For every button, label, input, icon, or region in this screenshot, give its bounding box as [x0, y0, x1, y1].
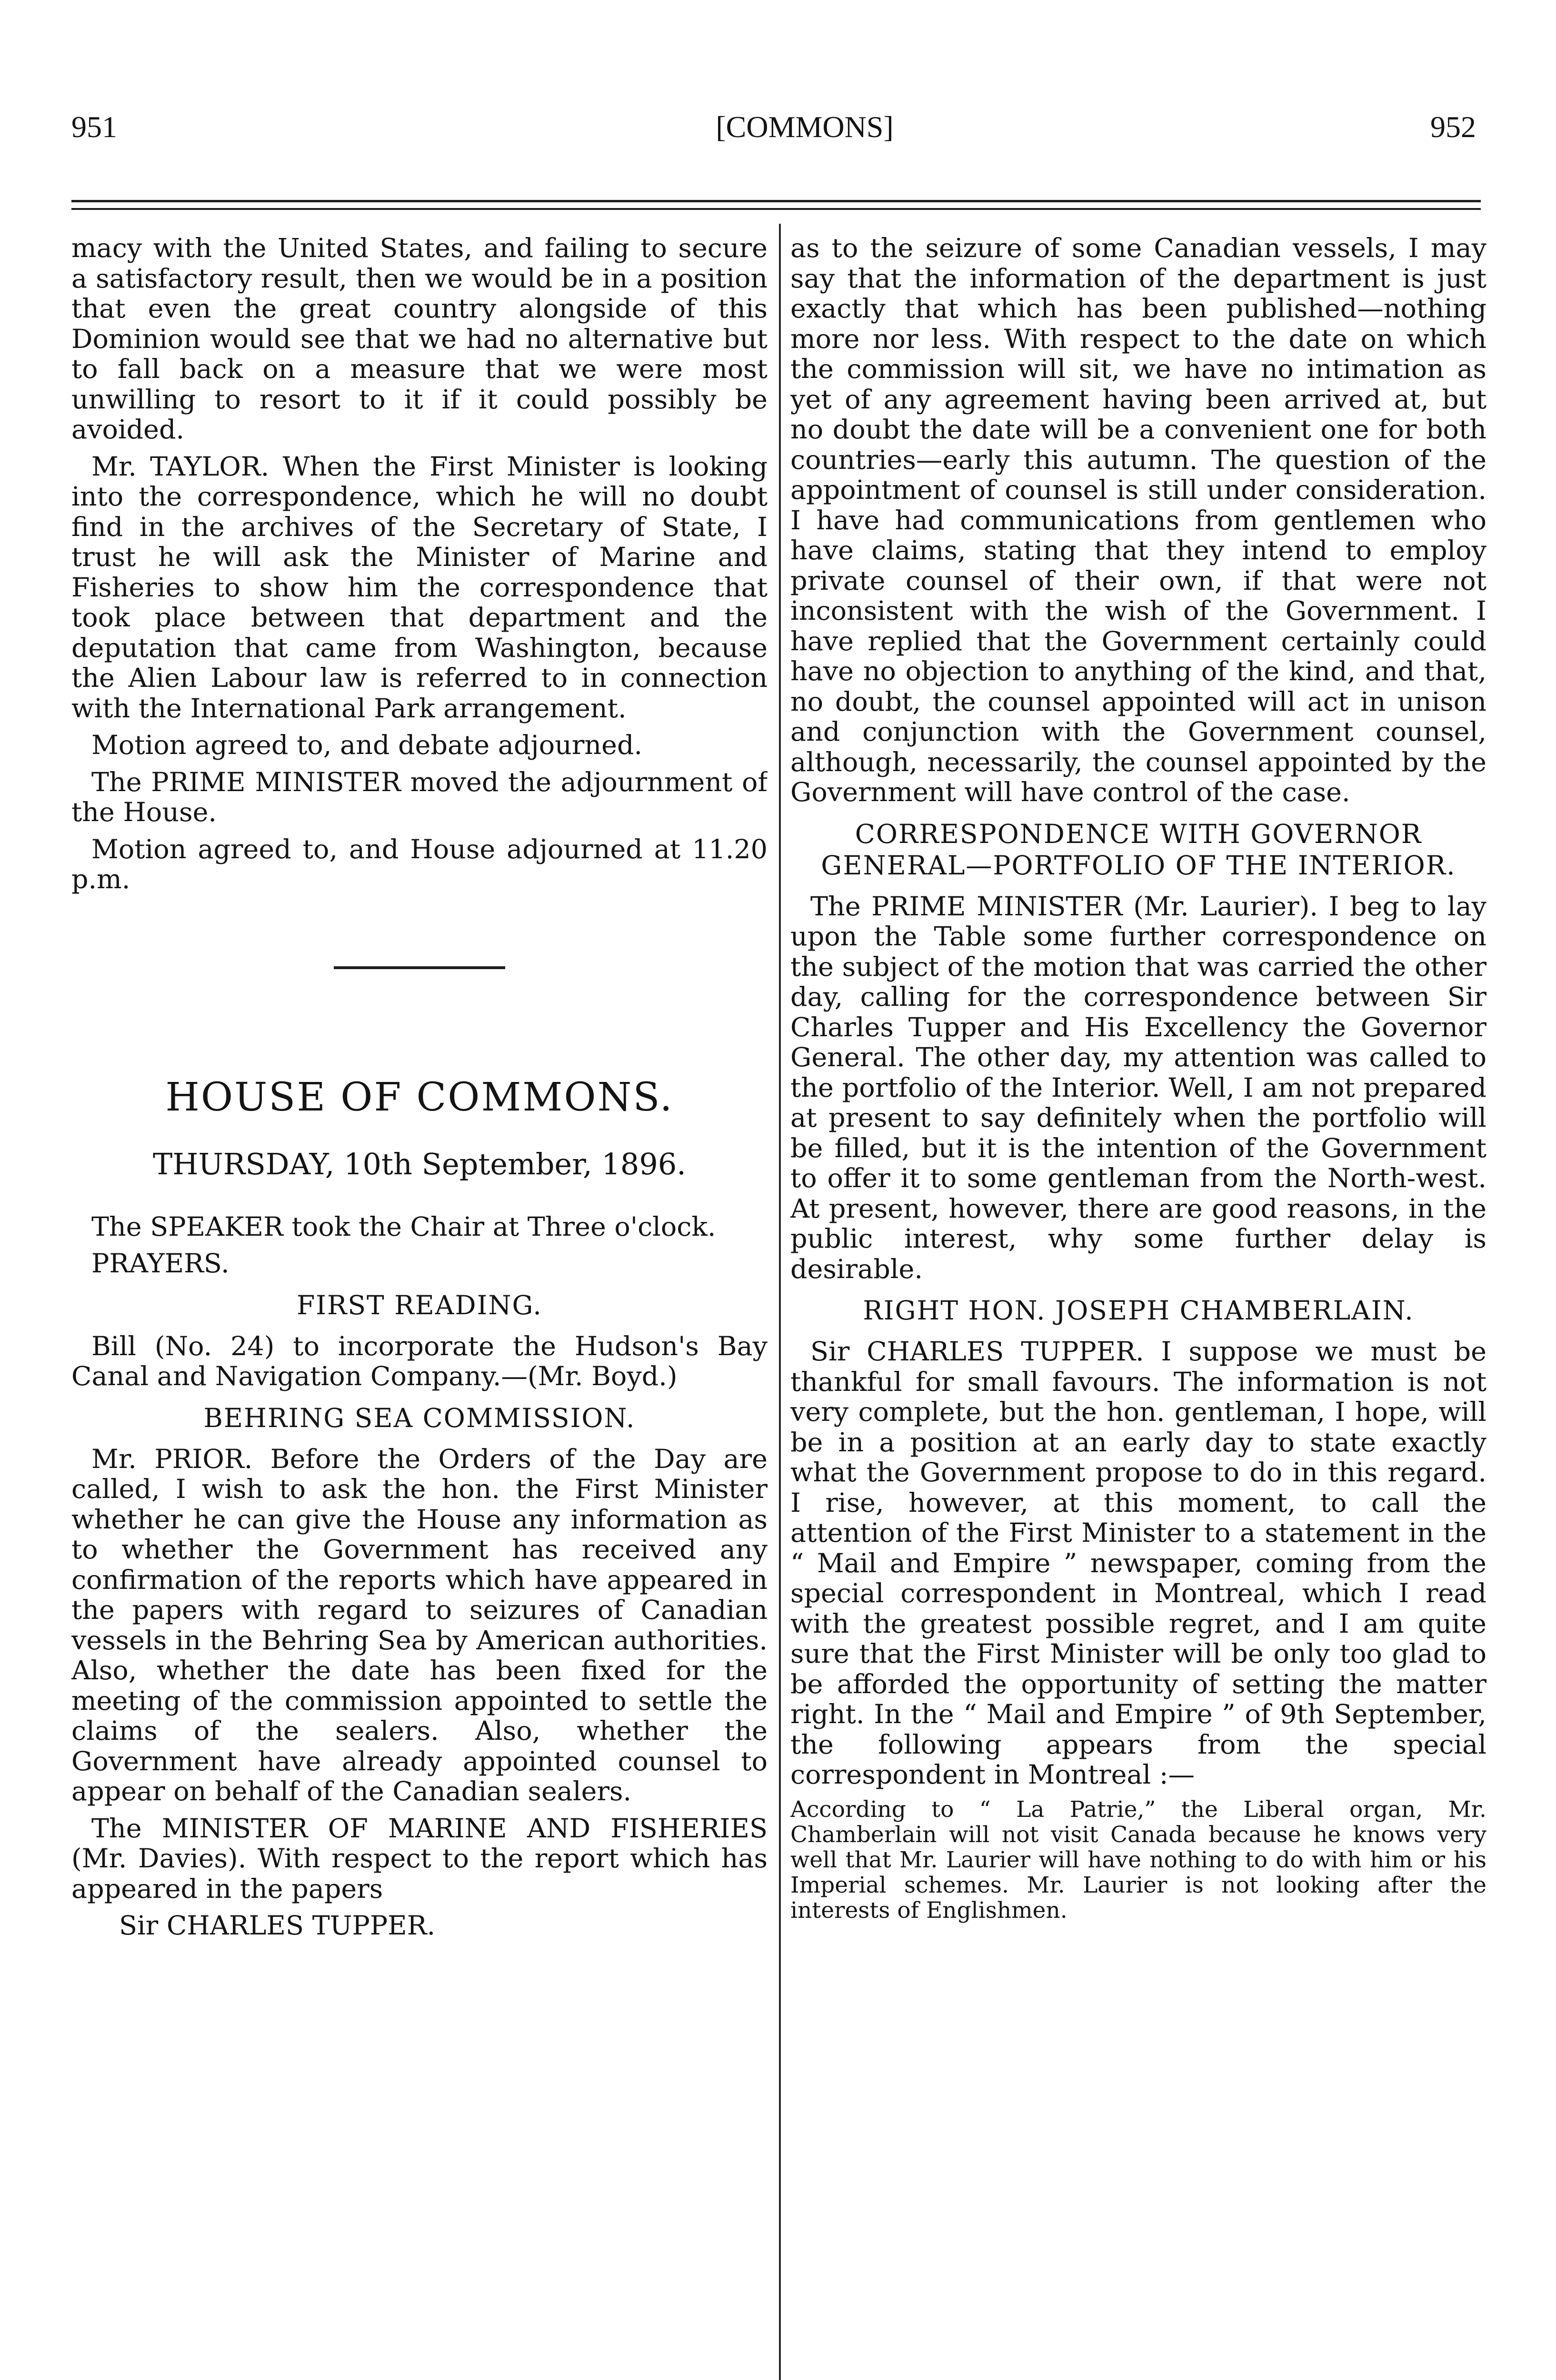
paragraph: The PRIME MINISTER (Mr. Laurier). I beg to lay upon the Table some further correspondence on the subject of the motion that was carried the other day, calling for the correspondence between Sir Charles Tupper and His Excellency the Governor General. The other day, my attention was called to the portfolio of the Interior. Well, I am not prepared at present to say definitely when the portfolio will be filled, but it is the intention of the Government to offer it to some gentleman from the North-west. At present, however, there are good reasons, in the public interest, why some further delay is desirable.: [790, 891, 1486, 1285]
paragraph: Motion agreed to, and debate adjourned.: [91, 730, 643, 761]
section-heading: FIRST READING.: [297, 1289, 542, 1320]
page-number-right: 952: [1430, 110, 1476, 144]
paragraph: Bill (No. 24) to incorporate the Hudson's Bay Canal and Navigation Company.—(Mr. Boyd.): [71, 1330, 768, 1392]
page-number-left: 951: [71, 110, 117, 144]
section-heading: RIGHT HON. JOSEPH CHAMBERLAIN.: [863, 1295, 1414, 1326]
header-rule-top: [71, 200, 1481, 202]
catchword: Sir CHARLES TUPPER.: [119, 1910, 436, 1941]
column-divider: [779, 224, 781, 2380]
paragraph: The PRIME MINISTER moved the adjournment of the House.: [71, 766, 768, 828]
left-column: [71, 233, 768, 2380]
section-heading: BEHRING SEA COMMISSION.: [203, 1402, 636, 1433]
prayers-line: PRAYERS.: [91, 1248, 229, 1279]
paragraph: Sir CHARLES TUPPER. I suppose we must be thankful for small favours. The information is not very complete, but the hon. gentleman, I hope, will be in a position at an early day to state exactly what the Government propose to do in this regard. I rise, however, at this moment, to call the attention of the First Minister to a statement in the “ Mail and Empire ” newspaper, coming from the special correspondent in Montreal, which I read with the greatest possible regret, and I am quite sure that the First Minister will be only too glad to be afforded the opportunity of setting the matter right. In the “ Mail and Empire ” of 9th September, the following appears from the special correspondent in Montreal :—: [790, 1336, 1486, 1790]
block-quote: According to “ La Patrie,” the Liberal organ, Mr. Chamberlain will not visit Canada because he knows very well that Mr. Laurier will have nothing to do with him or his Imperial schemes. Mr. Laurier is not looking after the interests of Englishmen.: [790, 1796, 1486, 1924]
section-divider: [334, 966, 505, 969]
paragraph: Motion agreed to, and House adjourned at 11.20 p.m.: [71, 833, 768, 895]
paragraph: The SPEAKER took the Chair at Three o'clock.: [91, 1211, 716, 1242]
paragraph: Mr. TAYLOR. When the First Minister is looking into the correspondence, which he will no doubt find in the archives of the Secretary of State, I trust he will ask the Minister of Marine and Fisheries to show him the correspondence that took place between that department and the deputation that came from Washington, because the Alien Labour law is referred to in connection with the International Park arrangement.: [71, 451, 768, 724]
paragraph: Mr. PRIOR. Before the Orders of the Day are called, I wish to ask the hon. the First Minister whether he can give the House any information as to whether the Government has received any confirmation of the reports which have appeared in the papers with regard to seizures of Canadian vessels in the Behring Sea by American authorities. Also, whether the date has been fixed for the meeting of the commission appointed to settle the claims of the sealers. Also, whether the Government have already appointed counsel to appear on behalf of the Canadian sealers.: [71, 1443, 768, 1807]
paragraph: macy with the United States, and failing to secure a satisfactory result, then we would be in a position that even the great country alongside of this Dominion would see that we had no alternative but to fall back on a measure that we were most unwilling to resort to it if it could possibly be avoided.: [71, 233, 768, 445]
right-column: [790, 233, 1486, 2380]
section-heading: CORRESPONDENCE WITH GOVERNOR GENERAL—PORTFOLIO OF THE INTERIOR.: [821, 818, 1456, 881]
paragraph: as to the seizure of some Canadian vessels, I may say that the information of the department is just exactly that which has been published—nothing more nor less. With respect to the date on which the commission will sit, we have no intimation as yet of any agreement having been arrived at, but no doubt the date will be a convenient one for both countries—early this autumn. The question of the appointment of counsel is still under consideration. I have had communications from gentlemen who have claims, stating that they intend to employ private counsel of their own, if that were not inconsistent with the wish of the Government. I have replied that the Government certainly could have no objection to anything of the kind, and that, no doubt, the counsel appointed will act in unison and conjunction with the Government counsel, although, necessarily, the counsel appointed by the Government will have control of the case.: [790, 233, 1486, 808]
header-rule-bottom: [71, 208, 1481, 210]
running-head: [COMMONS]: [716, 110, 894, 144]
sitting-date: THURSDAY, 10th September, 1896.: [153, 1146, 686, 1181]
house-title: HOUSE OF COMMONS.: [165, 1074, 674, 1120]
paragraph: The MINISTER OF MARINE AND FISHERIES (Mr. Davies). With respect to the report which has appeared in the papers: [71, 1813, 768, 1904]
